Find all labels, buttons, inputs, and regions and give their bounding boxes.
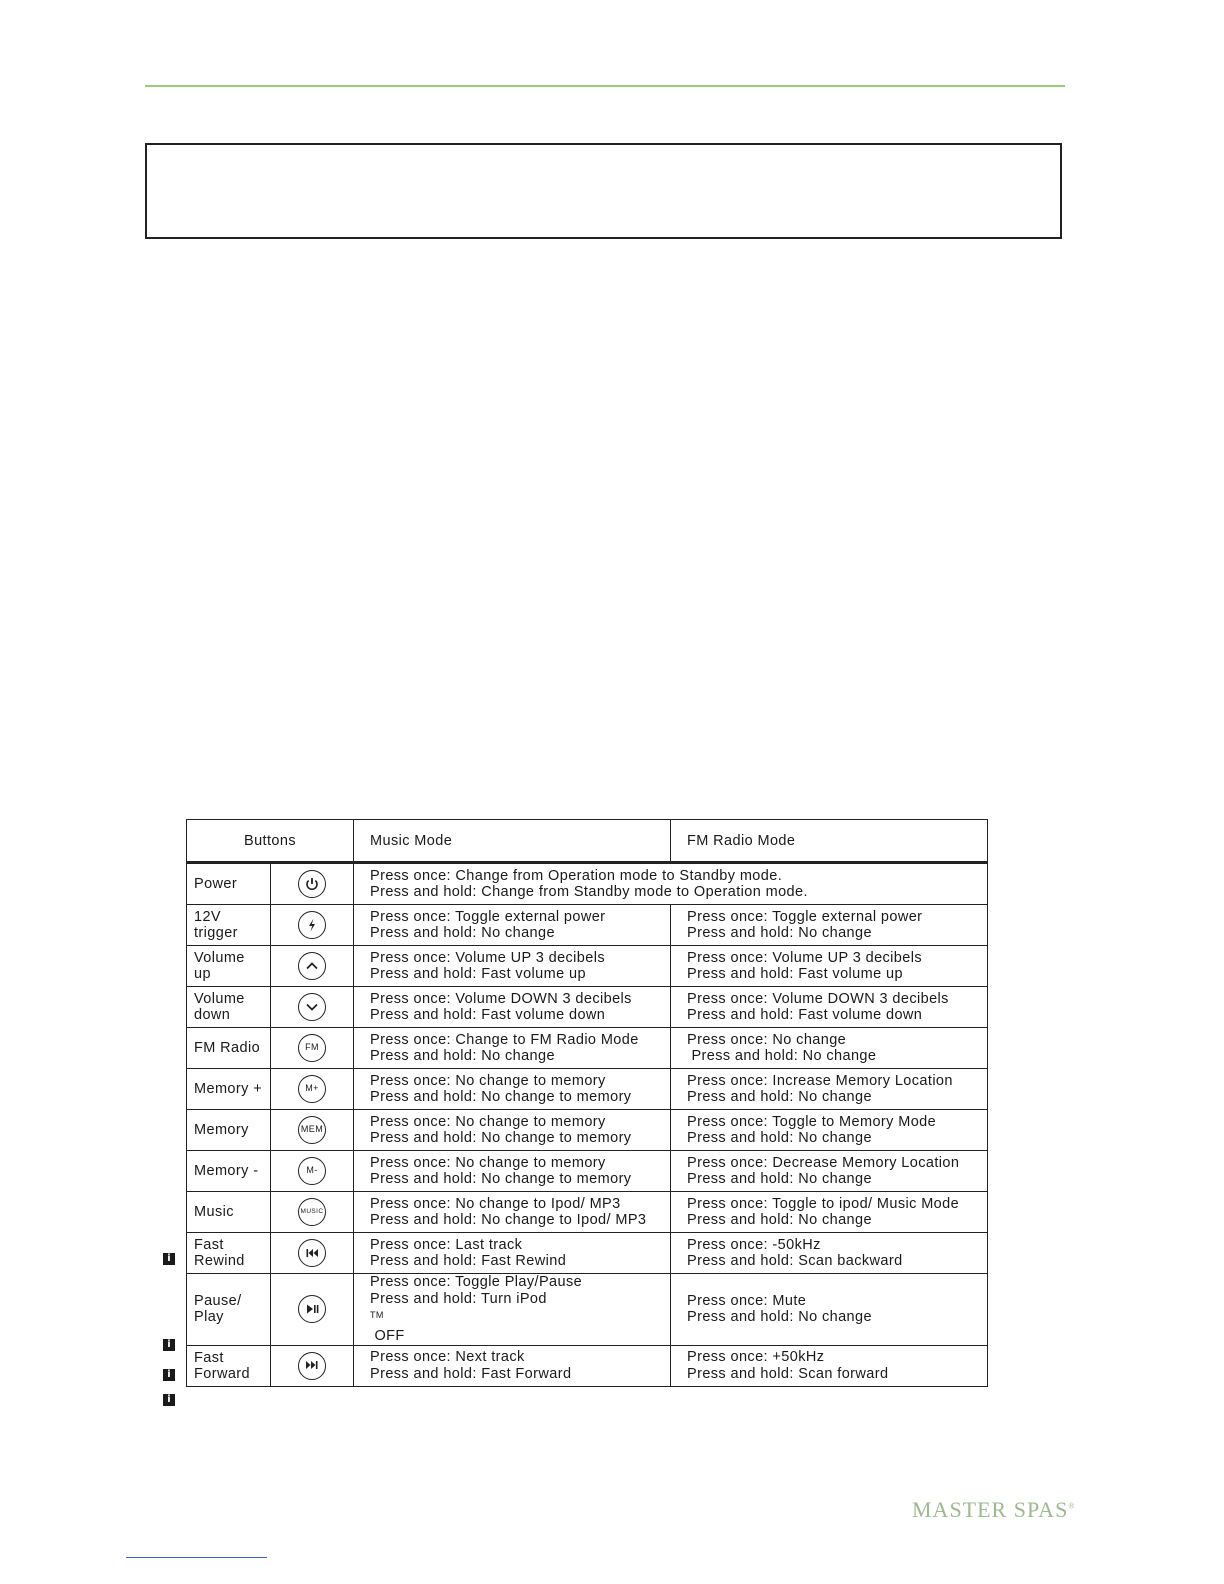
button-name: Memory + [187,1069,271,1110]
fm-mode-cell: Press once: Mute Press and hold: No change [671,1274,988,1346]
music-mode-cell: Press once: Last track Press and hold: Fast Rewind [354,1233,671,1274]
info-icon: i [163,1394,175,1406]
chevron-up-icon [298,952,326,980]
music-mode-cell: Press once: Volume DOWN 3 decibels Press and hold: Fast volume down [354,987,671,1028]
power-icon [298,870,326,898]
table-row [187,1274,988,1346]
buttons-table [186,819,988,1387]
music-mode-cell: Press once: No change to Ipod/ MP3 Press and hold: No change to Ipod/ MP3 [354,1192,671,1233]
chevron-down-icon [298,993,326,1021]
table-row [187,1233,988,1274]
button-name: Volume down [187,987,271,1028]
table-row [187,1110,988,1151]
table-row [187,1192,988,1233]
fm-mode-cell: Press once: -50kHz Press and hold: Scan backward [671,1233,988,1274]
fm-mode-cell: Press once: Volume DOWN 3 decibels Press and hold: Fast volume down [671,987,988,1028]
music-mode-cell: Press once: No change to memory Press and hold: No change to memory [354,1110,671,1151]
music-mode-cell: Press once: No change to memory Press and hold: No change to memory [354,1069,671,1110]
music-mode-cell: Press once: Toggle external power Press and hold: No change [354,905,671,946]
button-name: Fast Forward [187,1345,271,1386]
music-mode-cell: Press once: Volume UP 3 decibels Press and hold: Fast volume up [354,946,671,987]
fm-mode-cell: Press once: Toggle to Memory Mode Press and hold: No change [671,1110,988,1151]
table-row [187,1151,988,1192]
brand-logo: MASTER SPAS® [912,1497,1076,1522]
music-mode-cell: Press once: Toggle Play/Pause Press and hold: Turn iPod ™ OFF [354,1274,671,1346]
table-header-row [187,820,988,863]
header-fm-radio-mode: FM Radio Mode [671,820,988,863]
power-description: Press once: Change from Operation mode to Standby mode. Press and hold: Change from Standby mode to Operation mode. [354,863,988,905]
fm-mode-cell: Press once: +50kHz Press and hold: Scan forward [671,1345,988,1386]
header-buttons: Buttons [187,820,354,863]
table-row [187,987,988,1028]
fm-mode-cell: Press once: Volume UP 3 decibels Press and hold: Fast volume up [671,946,988,987]
fm-mode-cell: Press once: Decrease Memory Location Press and hold: No change [671,1151,988,1192]
music-mode-cell: Press once: No change to memory Press and hold: No change to memory [354,1151,671,1192]
header-rule [145,85,1065,87]
header-music-mode: Music Mode [354,820,671,863]
footer-link-rule [126,1557,267,1558]
fm-mode-cell: Press once: Toggle external power Press and hold: No change [671,905,988,946]
memory-plus-icon: M+ [298,1075,326,1103]
fm-mode-cell: Press once: Increase Memory Location Press and hold: No change [671,1069,988,1110]
table-row [187,1345,988,1386]
rewind-icon [298,1239,326,1267]
info-icon: i [163,1369,175,1381]
music-mode-cell: Press once: Next track Press and hold: Fast Forward [354,1345,671,1386]
button-name: Memory [187,1110,271,1151]
button-name: Pause/ Play [187,1274,271,1346]
fm-icon: FM [298,1034,326,1062]
button-name: 12V trigger [187,905,271,946]
fm-mode-cell: Press once: Toggle to ipod/ Music Mode Press and hold: No change [671,1192,988,1233]
table-row [187,905,988,946]
table-row [187,1069,988,1110]
music-icon: MUSIC [298,1198,326,1226]
fm-mode-cell: Press once: No change Press and hold: No change [671,1028,988,1069]
fast-forward-icon [298,1352,326,1380]
button-name: Power [187,863,271,905]
table-row [187,946,988,987]
button-name: FM Radio [187,1028,271,1069]
table-row [187,1028,988,1069]
button-name: Fast Rewind [187,1233,271,1274]
play-pause-icon [298,1295,326,1323]
memory-icon: MEM [298,1116,326,1144]
info-icon: i [163,1253,175,1265]
memory-minus-icon: M- [298,1157,326,1185]
button-name: Music [187,1192,271,1233]
button-name: Volume up [187,946,271,987]
button-name: Memory - [187,1151,271,1192]
table-row [187,863,988,905]
info-icon: i [163,1339,175,1351]
note-box [145,143,1062,239]
lightning-icon [298,911,326,939]
music-mode-cell: Press once: Change to FM Radio Mode Press and hold: No change [354,1028,671,1069]
